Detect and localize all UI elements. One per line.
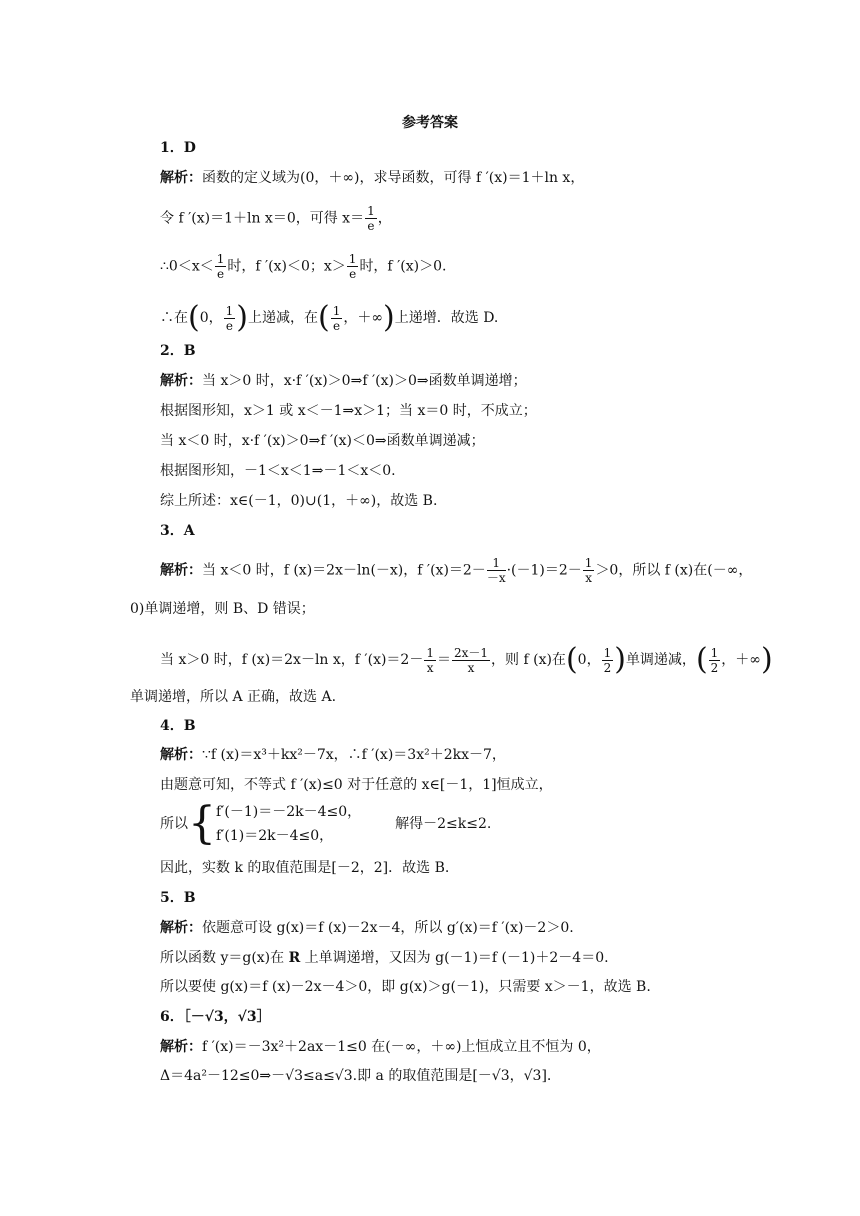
system-line-1: f′(－1)＝－2k－4≤0， (216, 804, 362, 820)
answer-1-text-1: 函数的定义域为(0，＋∞)，求导函数，可得 f ′(x)＝1＋ln x， (202, 170, 585, 186)
right-paren: ) (614, 642, 626, 677)
fraction-1-over-2 (602, 646, 614, 675)
page-title: 参考答案 (402, 115, 458, 131)
answer-1-text-4e: 上递增．故选 D. (394, 310, 499, 326)
fraction-2x-minus-1-over-x (452, 646, 490, 675)
left-paren: ( (695, 642, 708, 677)
fraction-denominator: 2 (710, 660, 719, 675)
analysis-label: 解析： (160, 562, 202, 579)
answer-1-text-4a: ∴在 (160, 310, 188, 326)
fraction-numerator: 1 (710, 645, 719, 660)
answer-1-text-3b: 时，f ′(x)＜0；x＞ (227, 258, 346, 275)
answer-2-line-1 (160, 372, 527, 390)
fraction-1-over-2 (709, 646, 721, 675)
answer-6-line-2: Δ＝4a²－12≤0⇒－√3≤a≤√3.即 a 的取值范围是[－√3，√3]. (160, 1068, 552, 1084)
analysis-label: 解析： (160, 747, 202, 763)
answer-1-line-2 (160, 204, 392, 233)
fraction-numerator: 1 (216, 252, 225, 266)
answer-1-text-4d: ，＋∞ (343, 310, 384, 326)
answer-2-line-5: 综上所述：x∈(－1，0)∪(1，＋∞)，故选 B. (160, 493, 438, 509)
answer-3-text-3e: 单调递减， (625, 652, 696, 668)
answer-3-text-3f: ，＋∞ (721, 652, 761, 668)
answer-1-line-1 (160, 169, 584, 187)
fraction-numerator: 1 (348, 252, 357, 266)
answer-5-text-2b: 上单调递增，又因为 g(－1)＝f (－1)＋2－4＝0. (300, 950, 609, 966)
answer-5-heading: 5．B (160, 890, 196, 906)
fraction-denominator: e (349, 267, 357, 281)
analysis-label: 解析： (160, 1039, 202, 1055)
analysis-label: 解析： (160, 920, 202, 936)
left-paren: ( (188, 300, 200, 335)
fraction-denominator: 2 (603, 660, 612, 675)
answer-4-text-1: ∵f (x)＝x³＋kx²－7x，∴f ′(x)＝3x²＋2kx－7， (202, 747, 506, 763)
answer-6-line-1 (160, 1038, 601, 1056)
fraction-denominator: e (225, 318, 234, 333)
answer-6-heading: 6．［－√3，√3］ (160, 1009, 271, 1025)
answer-6-text-1: f ′(x)＝－3x²＋2ax－1≤0 在(－∞，＋∞)上恒成立且不恒为 0， (202, 1039, 601, 1055)
answer-1-text-4b: 0， (199, 310, 223, 326)
fraction-1-over-e (215, 252, 227, 281)
fraction-numerator: 1 (225, 303, 234, 318)
answer-4-line-1 (160, 746, 506, 764)
fraction-denominator: x (426, 660, 434, 675)
answer-3-line-2: 0)单调递增，则 B、D 错误； (130, 601, 315, 617)
fraction-numerator: 1 (584, 556, 593, 570)
fraction-denominator: e (367, 219, 375, 233)
fraction-denominator: －x (486, 571, 506, 585)
answer-1-text-2b: ， (377, 210, 392, 227)
answer-1-text-3a: ∴0＜x＜ (160, 258, 214, 275)
answer-3-heading: 3．A (160, 523, 195, 539)
fraction-numerator: 1 (603, 645, 612, 660)
answer-3-text-3c: ，则 f (x)在 (491, 652, 566, 668)
fraction-1-over-x (583, 556, 595, 585)
answer-4-line-4: 因此，实数 k 的取值范围是[－2，2]．故选 B. (160, 860, 450, 876)
analysis-label: 解析： (160, 373, 202, 389)
answer-5-line-1 (160, 919, 574, 937)
answer-3-text-3b: ＝ (436, 652, 451, 668)
fraction-numerator: 1 (426, 645, 434, 660)
fraction-1-over-e (224, 304, 236, 333)
answer-2-line-2: 根据图形知，x＞1 或 x＜－1⇒x＞1；当 x＝0 时，不成立； (160, 403, 537, 419)
right-paren: ) (383, 300, 395, 335)
answer-5-text-2a: 所以函数 y＝g(x)在 (160, 950, 289, 966)
answer-4-line-2: 由题意可知，不等式 f ′(x)≤0 对于任意的 x∈[－1，1]恒成立， (160, 777, 553, 793)
answer-4-text-3a: 所以 (160, 816, 188, 832)
left-paren: ( (565, 642, 578, 677)
answer-3-line-4: 单调递增，所以 A 正确，故选 A. (130, 689, 337, 705)
answer-5-line-2 (160, 949, 609, 967)
answer-2-line-3: 当 x＜0 时，x·f ′(x)＞0⇒f ′(x)＜0⇒函数单调递减； (160, 433, 485, 449)
answer-1-text-2a: 令 f ′(x)＝1＋ln x＝0，可得 x＝ (160, 210, 365, 227)
answer-3-line-1 (160, 556, 752, 585)
fraction-numerator: 1 (487, 556, 506, 571)
right-paren: ) (760, 642, 773, 677)
answer-5-line-3: 所以要使 g(x)＝f (x)－2x－4＞0，即 g(x)＞g(－1)，只需要 x＞－1，故选 B. (160, 979, 651, 995)
fraction-numerator: 1 (332, 303, 341, 318)
answer-4-heading: 4．B (160, 718, 196, 734)
fraction-1-over-e (347, 252, 359, 281)
answer-3-text-1c: ＞0，所以 f (x)在(－∞， (595, 562, 753, 579)
inequality-system (216, 800, 361, 848)
answer-2-heading: 2．B (160, 343, 196, 359)
fraction-numerator: 1 (367, 204, 375, 218)
fraction-1-over-x (424, 646, 436, 675)
fraction-numerator: 2x－1 (453, 645, 489, 660)
fraction-1-over-neg-x (487, 556, 506, 585)
left-paren: ( (318, 300, 330, 335)
answer-3-text-1b: ·(－1)＝2－ (506, 562, 582, 579)
right-paren: ) (236, 300, 248, 335)
answer-1-line-3 (160, 252, 446, 281)
fraction-denominator: x (467, 660, 475, 675)
real-numbers-symbol: R (288, 950, 301, 966)
answer-1-text-4c: 上递减，在 (248, 310, 318, 326)
answer-1-heading: 1．D (160, 140, 196, 156)
fraction-denominator: e (216, 267, 225, 281)
analysis-label: 解析： (160, 170, 202, 186)
answer-3-text-1a: 当 x＜0 时，f (x)＝2x－ln(－x)，f ′(x)＝2－ (202, 562, 486, 579)
answer-3-text-3a: 当 x＞0 时，f (x)＝2x－ln x，f ′(x)＝2－ (160, 652, 424, 668)
fraction-1-over-e (365, 204, 377, 233)
left-brace: { (188, 798, 216, 849)
system-line-2: f′(1)＝2k－4≤0， (216, 828, 334, 844)
fraction-denominator: x (585, 571, 592, 585)
answer-4-text-3b: 解得－2≤k≤2. (395, 816, 492, 832)
answer-2-line-4: 根据图形知，－1＜x＜1⇒－1＜x＜0. (160, 463, 396, 479)
fraction-denominator: e (332, 318, 341, 333)
answer-1-line-4 (160, 300, 499, 335)
fraction-1-over-e (331, 304, 343, 333)
answer-5-text-1: 依题意可设 g(x)＝f (x)－2x－4，所以 g′(x)＝f ′(x)－2＞0. (202, 920, 574, 936)
answer-1-text-3c: 时，f ′(x)＞0. (359, 258, 447, 275)
answer-3-text-3d: 0， (577, 652, 601, 668)
answer-3-line-3 (160, 642, 773, 677)
answer-2-text-1: 当 x＞0 时，x·f ′(x)＞0⇒f ′(x)＞0⇒函数单调递增； (202, 373, 527, 389)
answer-4-line-3 (160, 800, 491, 848)
